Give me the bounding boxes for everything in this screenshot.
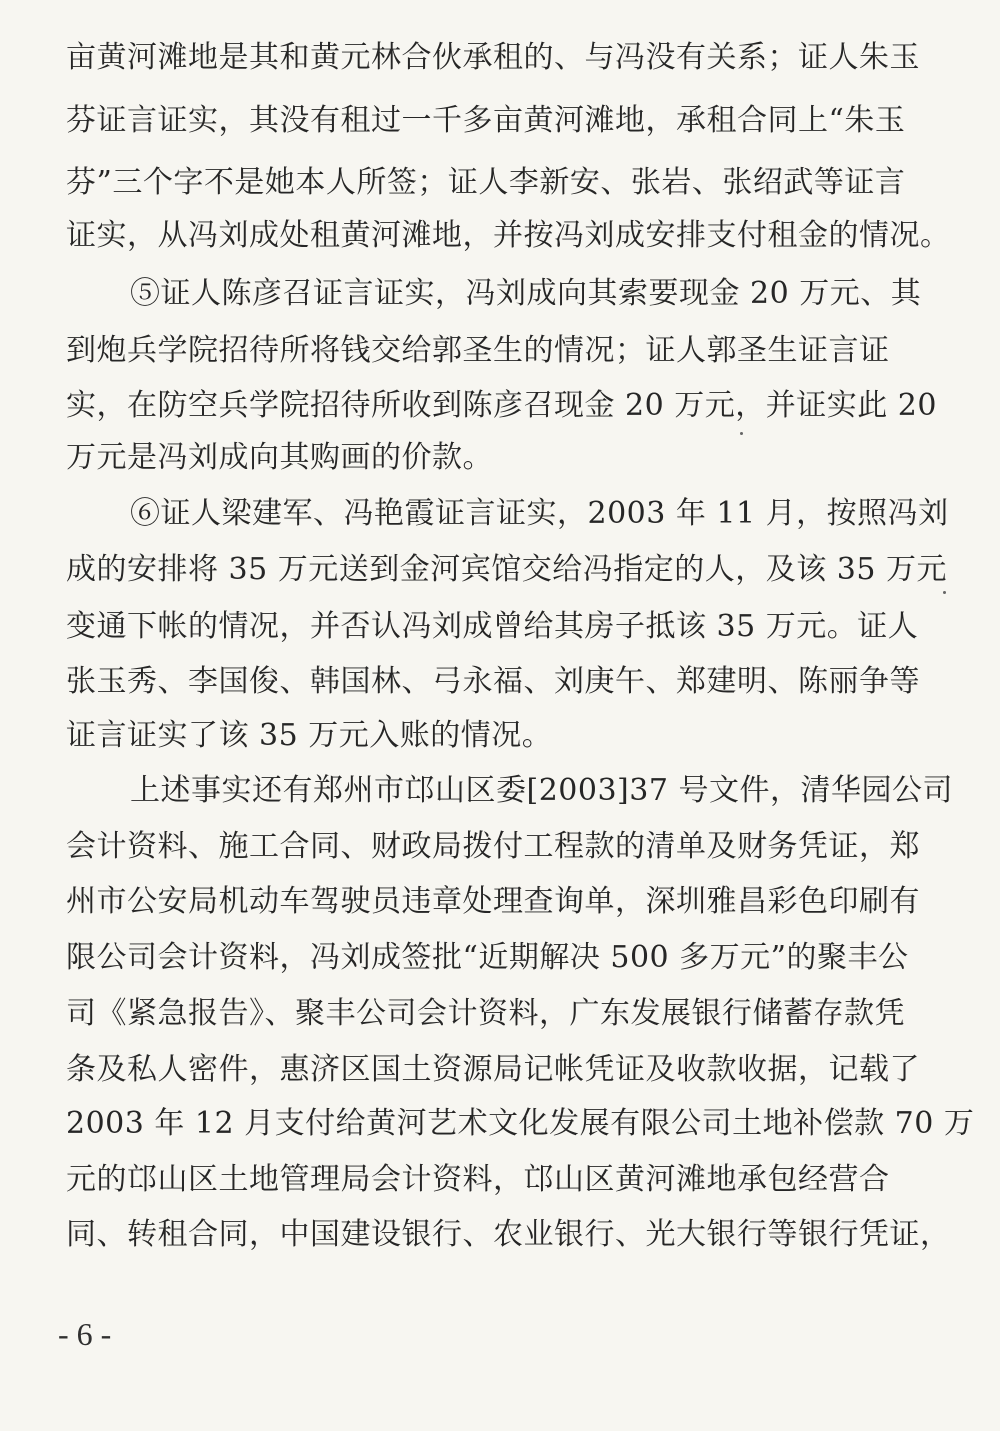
scan-speck xyxy=(943,591,946,594)
text-line: 证实，从冯刘成处租黄河滩地，并按冯刘成安排支付租金的情况。 xyxy=(66,218,951,253)
scan-speck xyxy=(740,432,743,435)
text-line: 芬证言证实，其没有租过一千多亩黄河滩地，承租合同上“朱玉 xyxy=(66,103,906,138)
text-line: 实，在防空兵学院招待所收到陈彦召现金 20 万元，并证实此 20 xyxy=(66,388,937,423)
text-line: 上述事实还有郑州市邙山区委[2003]37 号文件，清华园公司 xyxy=(130,773,953,808)
text-line: 2003 年 12 月支付给黄河艺术文化发展有限公司土地补偿款 70 万 xyxy=(66,1106,975,1141)
text-line: 证言证实了该 35 万元入账的情况。 xyxy=(66,718,553,753)
page-number: - 6 - xyxy=(58,1316,112,1352)
text-line: 元的邙山区土地管理局会计资料，邙山区黄河滩地承包经营合 xyxy=(66,1162,890,1197)
text-line: 限公司会计资料，冯刘成签批“近期解决 500 多万元”的聚丰公 xyxy=(66,940,909,975)
text-line: ⑥证人梁建军、冯艳霞证言证实，2003 年 11 月，按照冯刘 xyxy=(130,496,949,531)
text-line: 同、转租合同，中国建设银行、农业银行、光大银行等银行凭证， xyxy=(66,1217,951,1252)
text-line: 司《紧急报告》、聚丰公司会计资料，广东发展银行储蓄存款凭 xyxy=(66,996,905,1031)
text-line: 变通下帐的情况，并否认冯刘成曾给其房子抵该 35 万元。证人 xyxy=(66,609,919,644)
text-line: 张玉秀、李国俊、韩国林、弓永福、刘庚午、郑建明、陈丽争等 xyxy=(66,664,920,699)
text-line: 到炮兵学院招待所将钱交给郭圣生的情况；证人郭圣生证言证 xyxy=(66,333,890,368)
text-line: 芬”三个字不是她本人所签；证人李新安、张岩、张绍武等证言 xyxy=(66,165,906,200)
text-line: 州市公安局机动车驾驶员违章处理查询单，深圳雅昌彩色印刷有 xyxy=(66,884,920,919)
text-line: ⑤证人陈彦召证言证实，冯刘成向其索要现金 20 万元、其 xyxy=(130,276,922,311)
text-line: 成的安排将 35 万元送到金河宾馆交给冯指定的人，及该 35 万元 xyxy=(66,552,947,587)
text-line: 会计资料、施工合同、财政局拨付工程款的清单及财务凭证，郑 xyxy=(66,829,920,864)
text-line: 亩黄河滩地是其和黄元林合伙承租的、与冯没有关系；证人朱玉 xyxy=(66,40,920,75)
text-line: 条及私人密件，惠济区国土资源局记帐凭证及收款收据，记载了 xyxy=(66,1052,920,1087)
text-line: 万元是冯刘成向其购画的价款。 xyxy=(66,440,493,475)
